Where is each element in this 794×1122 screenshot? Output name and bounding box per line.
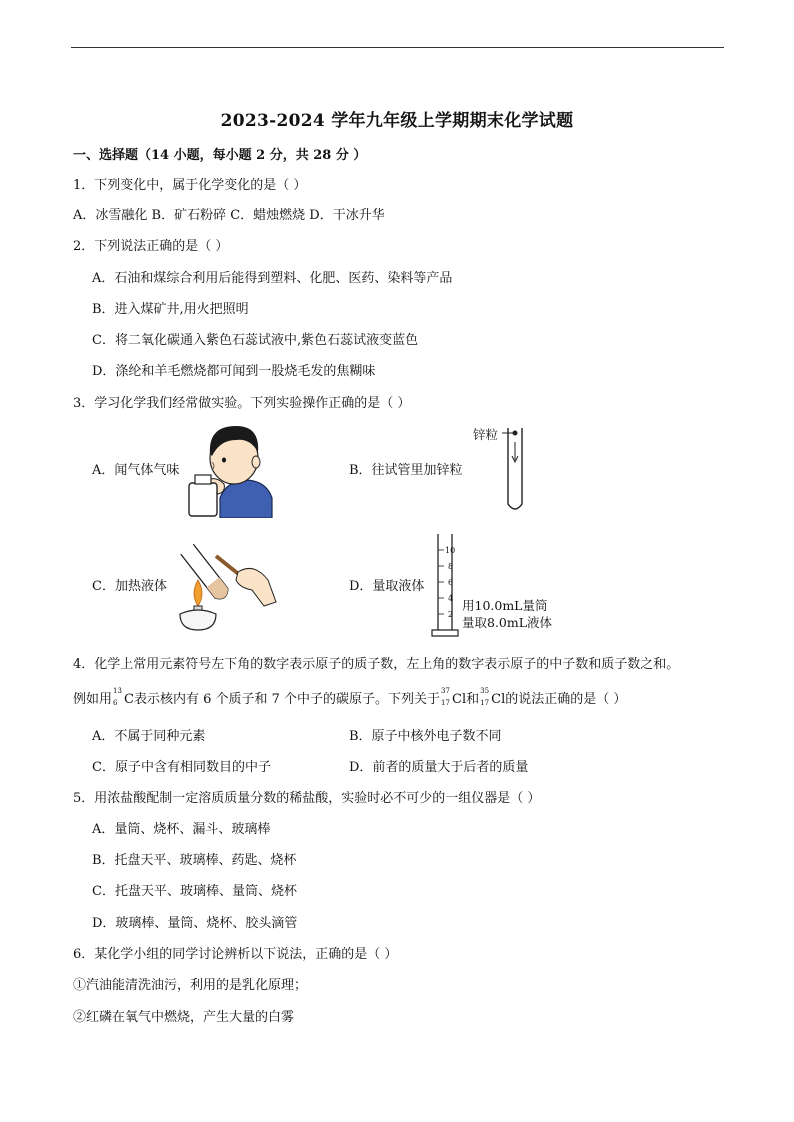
question-1-stem: 1．下列变化中，属于化学变化的是（ ） [73,178,307,193]
q4-text-mid: 表示核内有 6 个质子和 7 个中子的碳原子。下列关于 [133,692,441,707]
zinc-label: 锌粒 [473,427,499,442]
question-3-option-b: B．往试管里加锌粒 [349,463,463,478]
q4-text-and: 和 [466,692,480,707]
chlorine-symbol-1: Cl [452,692,467,707]
cylinder-tick-4: 4 [448,594,454,603]
question-6-statement-1: ①汽油能清洗油污，利用的是乳化原理； [73,978,308,993]
section-heading: 一、选择题（14 小题，每小题 2 分，共 28 分 ） [73,148,367,163]
question-6-stem: 6．某化学小组的同学讨论辨析以下说法，正确的是（ ） [73,947,398,962]
question-2-option-c: C．将二氧化碳通入紫色石蕊试液中,紫色石蕊试液变蓝色 [92,333,419,348]
q4-text-end: 的说法正确的是（ ） [505,692,627,707]
question-4-option-d: D．前者的质量大于后者的质量 [349,760,529,775]
question-5-option-a: A．量筒、烧杯、漏斗、玻璃棒 [92,822,271,837]
chlorine-35-notation [479,686,491,707]
cylinder-tick-10: 10 [445,546,456,555]
chlorine-37-notation [440,686,452,707]
cylinder-note-line-2: 量取8.0mL液体 [462,615,553,630]
question-5-option-b: B．托盘天平、玻璃棒、药匙、烧杯 [92,853,297,868]
question-3-option-d: D．量取液体 [349,579,425,594]
cylinder-tick-6: 6 [448,578,454,587]
chlorine-37-mass-number: 37 [441,686,450,695]
header-rule [71,47,724,48]
test-tube-zinc-illustration [500,424,536,516]
question-4-option-b: B．原子中核外电子数不同 [349,729,502,744]
smelling-gas-illustration [186,420,276,518]
question-2-option-d: D．涤纶和羊毛燃烧都可闻到一股烧毛发的焦糊味 [92,364,376,379]
carbon-mass-number: 13 [113,686,122,695]
chlorine-symbol-2: Cl [491,692,506,707]
cylinder-note-line-1: 用10.0mL量筒 [462,598,548,613]
question-5-stem: 5．用浓盐酸配制一定溶质质量分数的稀盐酸，实验时必不可少的一组仪器是（ ） [73,791,541,806]
chlorine-37-atomic-number: 17 [441,698,450,707]
question-4-stem-line-2 [73,686,627,709]
carbon-symbol: C [124,692,134,707]
question-4-option-a: A．不属于同种元素 [92,729,206,744]
question-2-stem: 2．下列说法正确的是（ ） [73,239,229,254]
question-3-option-a: A．闻气体气味 [92,463,180,478]
cylinder-tick-2: 2 [448,610,454,619]
heating-liquid-illustration [168,536,278,632]
question-6-statement-2: ②红磷在氧气中燃烧，产生大量的白雾 [73,1010,295,1025]
question-2-option-a: A．石油和煤综合利用后能得到塑料、化肥、医药、染料等产品 [92,271,453,286]
cylinder-tick-8: 8 [448,562,454,571]
carbon-atomic-number: 6 [113,698,118,707]
chlorine-35-atomic-number: 17 [480,698,490,707]
chlorine-35-mass-number: 35 [480,686,490,695]
question-1-options: A．冰雪融化 B．矿石粉碎 C．蜡烛燃烧 D．干冰升华 [73,208,385,223]
question-5-option-d: D．玻璃棒、量筒、烧杯、胶头滴管 [92,916,298,931]
q4-text-intro: 例如用 [73,692,113,707]
page-title: 2023-2024 学年九年级上学期期末化学试题 [220,111,574,131]
question-4-option-c: C．原子中含有相同数目的中子 [92,760,271,775]
carbon-13-notation [112,686,124,707]
question-2-option-b: B．进入煤矿井,用火把照明 [92,302,249,317]
question-3-option-c: C．加热液体 [92,579,167,594]
question-5-option-c: C．托盘天平、玻璃棒、量筒、烧杯 [92,884,297,899]
question-3-stem: 3．学习化学我们经常做实验。下列实验操作正确的是（ ） [73,396,411,411]
question-4-stem-line-1: 4．化学上常用元素符号左下角的数字表示原子的质子数，左上角的数字表示原子的中子数和质子数之和。 [73,657,680,672]
